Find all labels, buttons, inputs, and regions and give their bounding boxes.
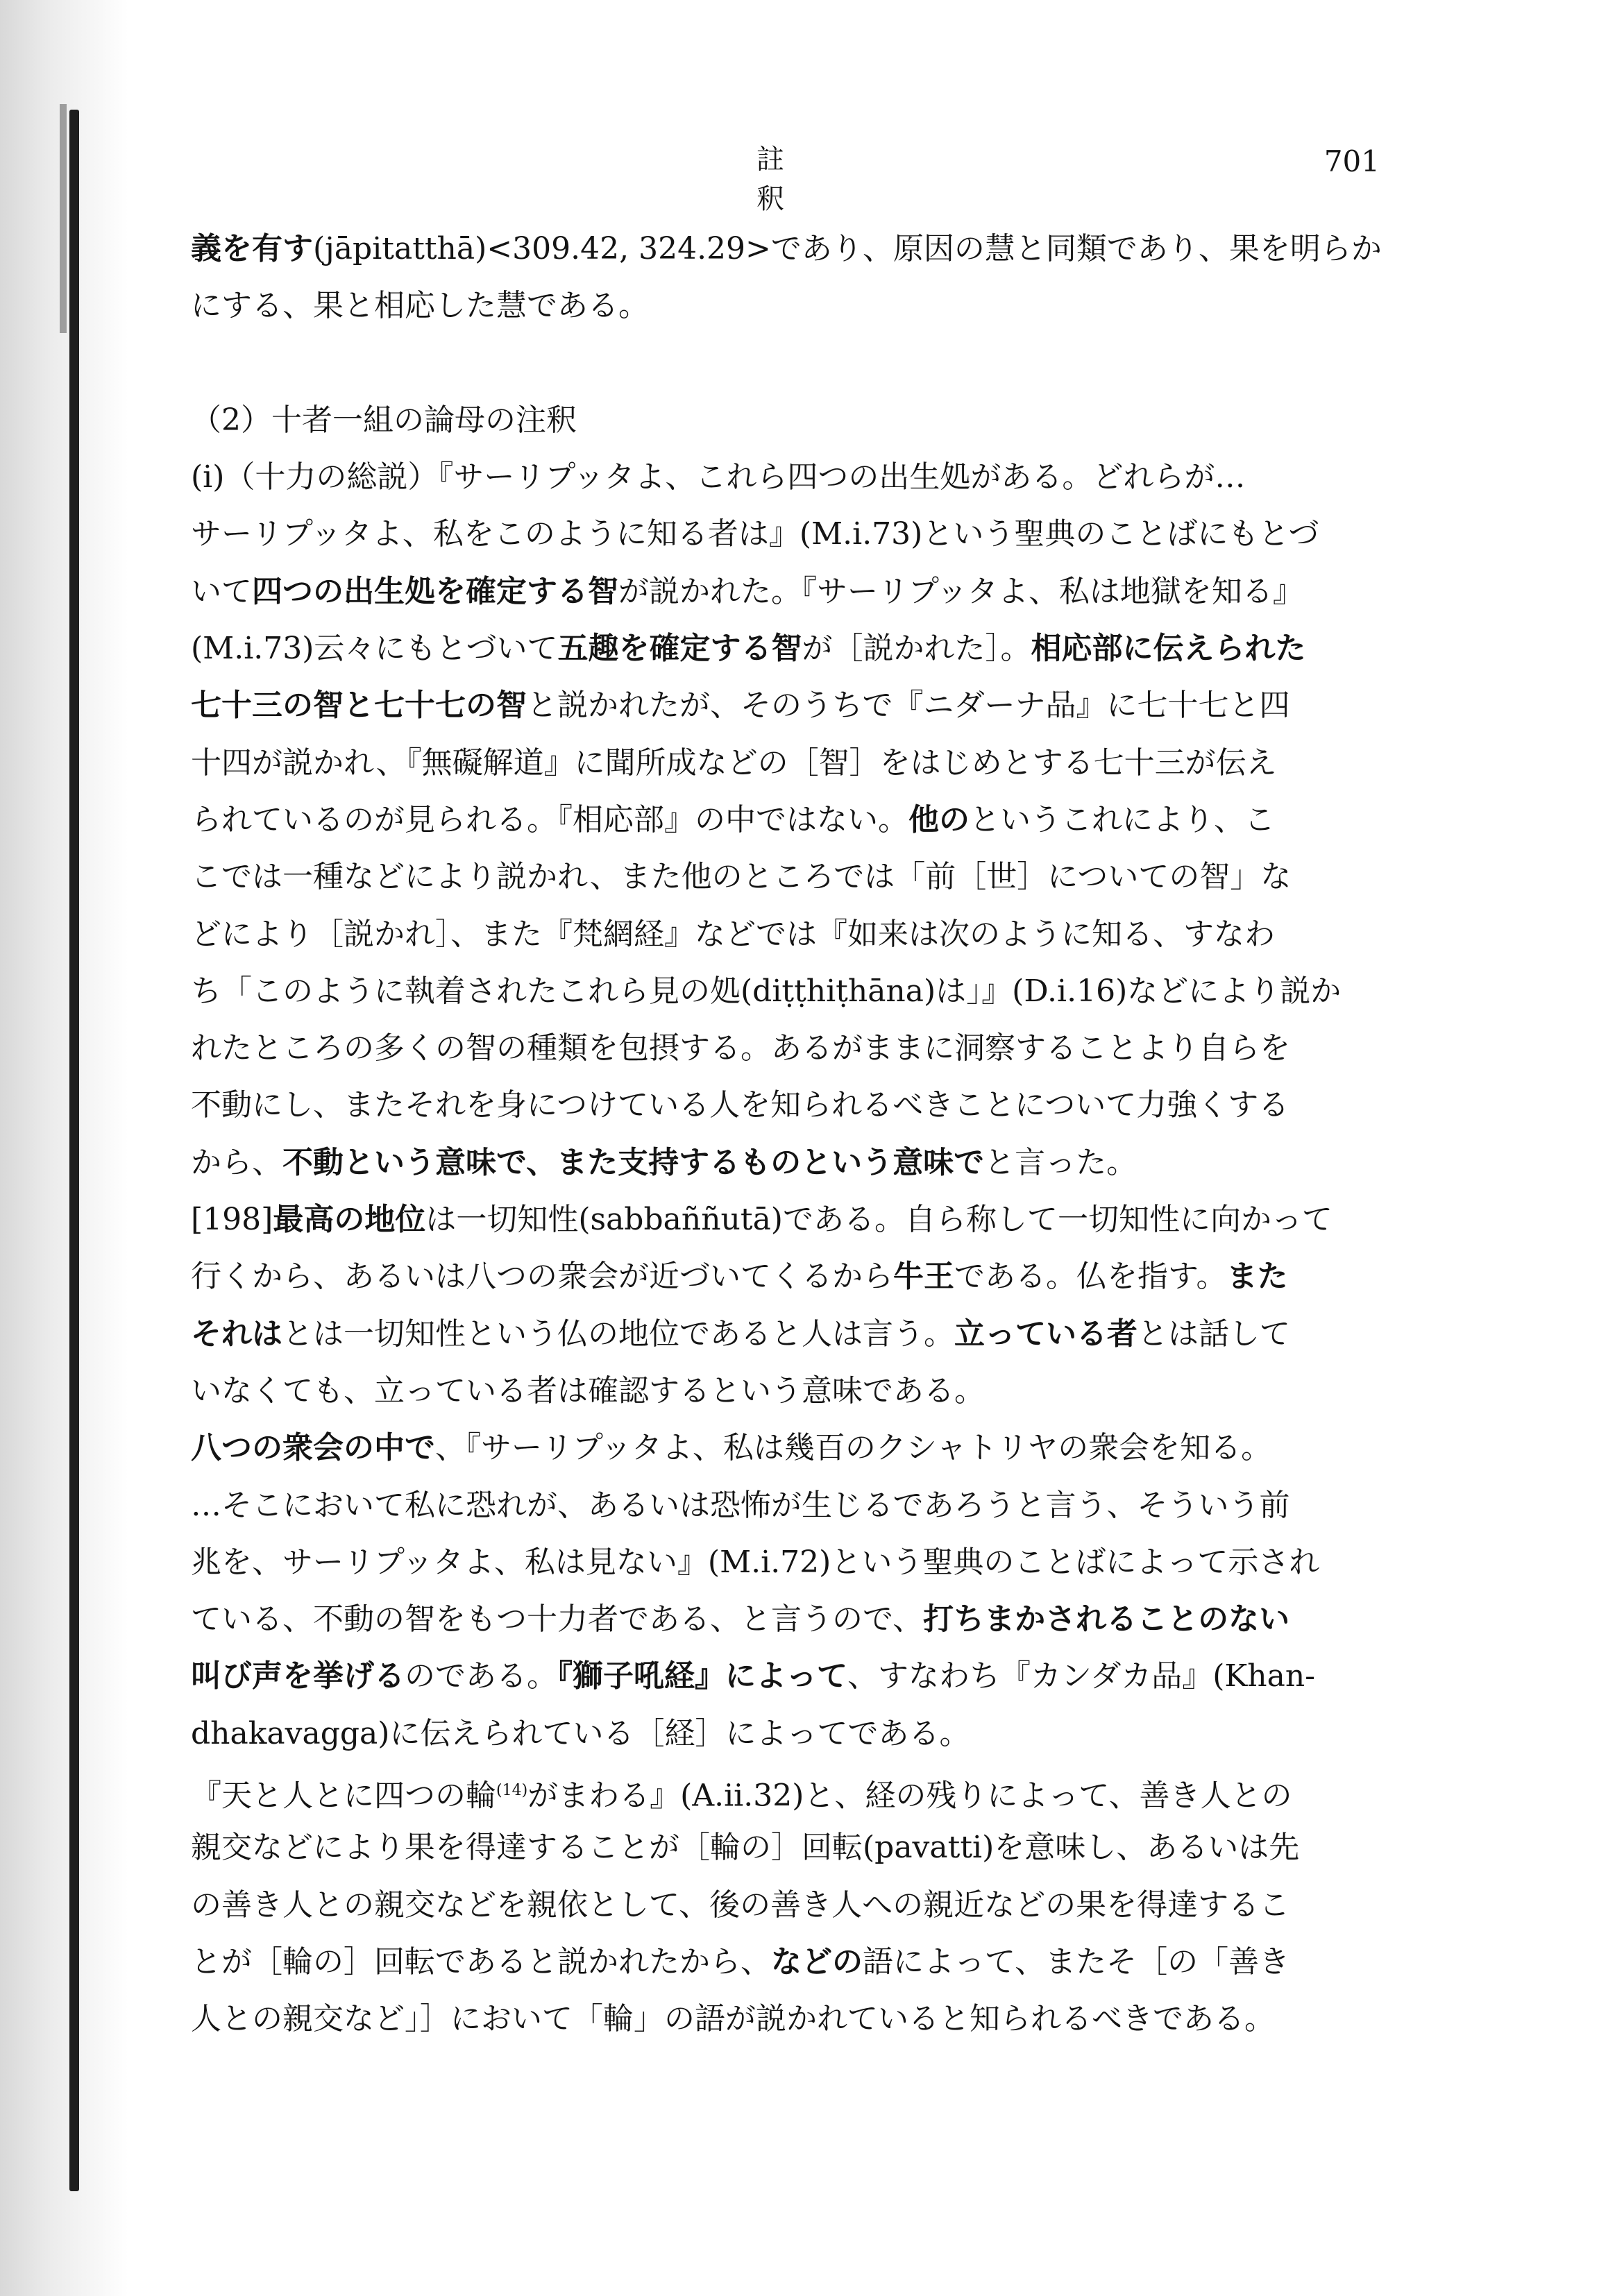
binding-line xyxy=(69,110,79,2191)
text-line xyxy=(191,1762,1398,1819)
bold-term: 八つの衆会の中で xyxy=(191,1430,435,1466)
text-run: いて xyxy=(191,573,252,609)
text-run: 語によって、またそ［の「善き xyxy=(863,1944,1290,1980)
text-line xyxy=(191,1248,1398,1305)
paragraph-gap xyxy=(191,335,1398,392)
text-line: の善き人との親交などを親依として、後の善き人への親近などの果を得達するこ xyxy=(191,1887,1290,1923)
bold-term: 七十三の智と七十七の智 xyxy=(191,688,527,724)
text-line xyxy=(191,1648,1398,1705)
text-line xyxy=(191,1134,1398,1191)
bold-term: 立っている者 xyxy=(954,1316,1137,1352)
binding-shadow xyxy=(60,104,67,333)
bold-term: また xyxy=(1226,1259,1288,1295)
text-line: サーリプッタよ、私をこのように知る者は』(M.i.73)という聖典のことばにもとづ xyxy=(191,516,1319,552)
text-line: どにより［説かれ］、また『梵網経』などでは『如来は次のように知る、すなわ xyxy=(191,916,1275,952)
text-run: とは話して xyxy=(1137,1316,1290,1352)
text-line xyxy=(191,1591,1398,1648)
bold-term: それは xyxy=(191,1316,282,1352)
text-run: 、『サーリプッタよ、私は幾百のクシャトリヤの衆会を知る。 xyxy=(435,1430,1272,1466)
running-head: 註 釈 xyxy=(756,144,798,215)
bold-term: などの xyxy=(771,1944,863,1980)
text-run: のである。 xyxy=(405,1658,557,1694)
text-run: られているのが見られる。『相応部』の中ではない。 xyxy=(191,801,908,837)
text-run: がまわる』(A.ii.32)と、経の残りによって、善き人との xyxy=(527,1778,1292,1814)
bold-term: 最高の地位 xyxy=(273,1202,426,1238)
body-text xyxy=(191,221,1398,2048)
text-line: こでは一種などにより説かれ、また他のところでは「前［世］についての智」な xyxy=(191,859,1292,895)
bold-term: 五趣を確定する智 xyxy=(557,631,802,667)
text-run: (M.i.73)云々にもとづいて xyxy=(191,631,558,667)
text-line: れたところの多くの智の種類を包摂する。あるがままに洞察することより自らを xyxy=(191,1030,1290,1066)
bold-term: 打ちまかされることのない xyxy=(923,1601,1290,1638)
text-line: 人との親交など」］において「輪」の語が説かれていると知られるべきである。 xyxy=(191,2001,1275,2037)
text-line xyxy=(191,1306,1398,1363)
text-run: から、 xyxy=(191,1144,282,1180)
text-line: 兆を、サーリプッタよ、私は見ない』(M.i.72)という聖典のことばによって示され xyxy=(191,1544,1320,1580)
text-line: いなくても、立っている者は確認するという意味である。 xyxy=(191,1372,985,1409)
bold-term: 四つの出生処を確定する智 xyxy=(252,573,618,609)
bold-term: 牛王 xyxy=(893,1259,954,1295)
text-line: 親交などにより果を得達することが［輪の］回転(pavatti)を意味し、あるいは先 xyxy=(191,1830,1300,1866)
bold-term: 不動という意味で、また支持するものという意味で xyxy=(282,1144,985,1180)
text-line xyxy=(191,1934,1398,1991)
section-heading: （2）十者一組の論母の注釈 xyxy=(191,402,577,438)
text-line: にする、果と相応した慧である。 xyxy=(191,288,649,324)
text-line: …そこにおいて私に恐れが、あるいは恐怖が生じるであろうと言う、そういう前 xyxy=(191,1487,1290,1523)
text-run: と説かれたが、そのうちで『ニダーナ品』に七十七と四 xyxy=(527,688,1290,724)
bold-term: 義を有す xyxy=(191,231,313,266)
text-run: とが［輪の］回転であると説かれたから、 xyxy=(191,1944,771,1980)
text-line xyxy=(191,563,1398,620)
text-line xyxy=(191,792,1398,849)
text-line: 不動にし、またそれを身につけている人を知られるべきことについて力強くする xyxy=(191,1087,1289,1123)
text-run: が説かれた。『サーリプッタよ、私は地獄を知る』 xyxy=(618,573,1303,609)
text-run: 『天と人とに四つの輪 xyxy=(191,1778,496,1814)
text-line xyxy=(191,620,1398,677)
text-run: ている、不動の智をもつ十力者である、と言うので、 xyxy=(191,1601,924,1638)
text-run: である。仏を指す。 xyxy=(954,1259,1227,1295)
text-run: と言った。 xyxy=(984,1144,1137,1180)
bold-term: 相応部に伝えられた xyxy=(1031,631,1306,667)
text-run: [198] xyxy=(191,1202,273,1238)
text-line xyxy=(191,1191,1398,1248)
bold-term: 他の xyxy=(908,801,970,837)
text-line: dhakavagga)に伝えられている［経］によってである。 xyxy=(191,1715,970,1751)
text-line: (i)（十力の総説）『サーリプッタよ、これら四つの出生処がある。どれらが… xyxy=(191,459,1246,495)
bold-term: 『獅子吼経』によって xyxy=(557,1658,847,1694)
text-run: (jāpitatthā)<309.42, 324.29>であり、原因の慧と同類であり、果を明らか xyxy=(313,231,1382,266)
text-run: が［説かれた］。 xyxy=(802,631,1031,667)
scan-edge xyxy=(0,0,128,2296)
text-run: は一切知性(sabbaññutā)である。自ら称して一切知性に向かって xyxy=(425,1202,1333,1238)
text-line: 十四が説かれ、『無礙解道』に聞所成などの［智］をはじめとする七十三が伝え xyxy=(191,745,1277,781)
text-line xyxy=(191,677,1398,734)
text-line xyxy=(191,221,1398,278)
text-run: 行くから、あるいは八つの衆会が近づいてくるから xyxy=(191,1259,893,1295)
text-run: というこれにより、こ xyxy=(970,801,1275,837)
text-run: とは一切知性という仏の地位であると人は言う。 xyxy=(282,1316,954,1352)
text-line: ち「このように執着されたこれら見の処(diṭṭhiṭhāna)は」』(D.i.16)などにより説か xyxy=(191,973,1342,1009)
text-run: 、すなわち『カンダカ品』(Khan- xyxy=(847,1658,1316,1694)
footnote-ref: (14) xyxy=(496,1782,528,1800)
page-number: 701 xyxy=(1323,144,1380,178)
text-line xyxy=(191,1420,1398,1477)
bold-term: 叫び声を挙げる xyxy=(191,1658,405,1694)
